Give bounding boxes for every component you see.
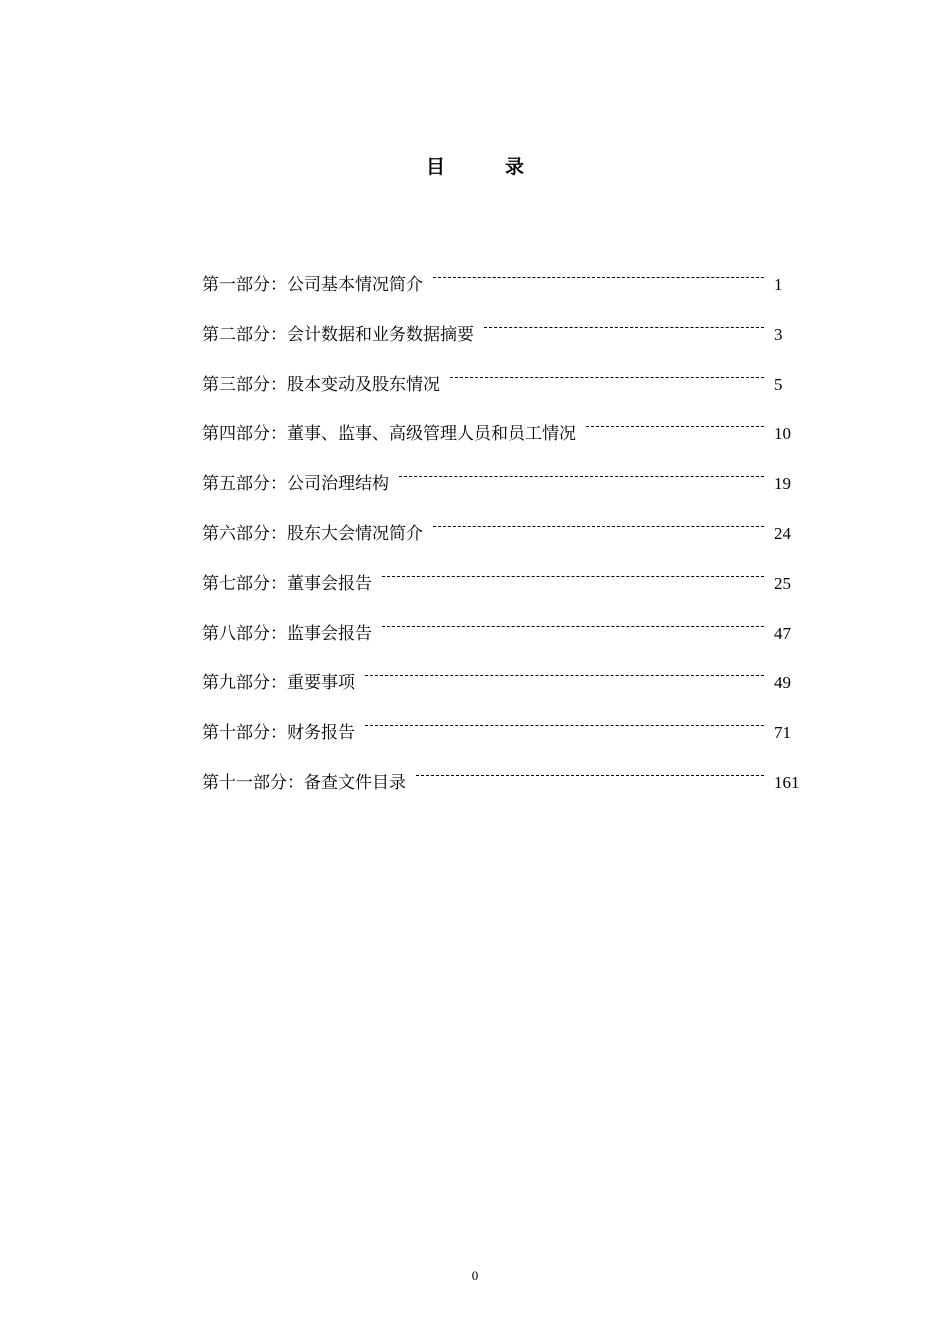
toc-entry-page: 47 [774,623,791,643]
toc-entry-label: 第五部分：公司治理结构 [202,474,389,495]
toc-entry-label: 第三部分：股本变动及股东情况 [202,374,440,395]
dot-leader [365,710,764,738]
toc-title-part2: 录 [505,156,525,178]
toc-entry-part-5[interactable] [202,461,812,511]
toc-entry-row [202,312,812,349]
toc-entry-part-8[interactable] [202,611,812,661]
toc-entry-label: 第一部分：公司基本情况简介 [202,275,423,295]
dot-leader [484,312,764,340]
toc-entry-row [202,262,812,299]
toc-entry-part-10[interactable] [202,710,812,760]
dot-leader [433,511,764,539]
toc-entry-label: 第六部分：股东大会情况简介 [202,523,423,544]
toc-entry-row [202,611,812,648]
toc-entry-part-9[interactable] [202,660,812,710]
toc-entry-page: 25 [774,573,791,593]
toc-entry-page: 49 [774,673,791,693]
dot-leader [382,611,764,639]
toc-title [0,152,950,179]
toc-entry-page: 1 [774,275,783,294]
toc-title-part1: 目 [425,156,445,178]
toc-entry-label: 第七部分：董事会报告 [202,573,372,594]
toc-entry-label: 第四部分：董事、监事、高级管理人员和员工情况 [202,424,576,445]
toc-entry-part-11[interactable] [202,760,812,810]
toc-entry-part-7[interactable] [202,561,812,611]
toc-entry-page: 3 [774,324,783,344]
page-number: 0 [471,1268,479,1283]
toc-entry-page: 19 [774,474,791,494]
toc-entry-page: 161 [774,772,800,792]
toc-entry-row [202,511,812,548]
toc-entry-label: 第十部分：财务报告 [202,723,355,744]
toc-entry-part-6[interactable] [202,511,812,561]
dot-leader [382,561,764,589]
toc-entry-page: 5 [774,374,783,394]
toc-entry-label: 第八部分：监事会报告 [202,623,372,644]
dot-leader [399,461,764,489]
toc-entry-page: 71 [774,723,791,743]
toc-entry-row [202,561,812,598]
toc-entry-row [202,461,812,498]
toc-entry-row [202,760,812,797]
toc-entry-label: 第二部分：会计数据和业务数据摘要 [202,324,474,345]
toc-entry-row [202,362,812,399]
dot-leader [416,760,764,788]
toc-entry-label: 第九部分：重要事项 [202,673,355,694]
toc-entry-row [202,710,812,747]
dot-leader [586,411,764,439]
toc-entry-part-1[interactable] [202,262,812,312]
toc-entry-page: 10 [774,424,791,444]
toc-entry-part-2[interactable] [202,312,812,362]
toc-entry-label: 第十一部分：备查文件目录 [202,772,406,793]
toc-entry-part-4[interactable] [202,411,812,461]
dot-leader [433,262,764,290]
dot-leader [450,362,764,390]
toc-entry-row [202,660,812,697]
toc-entry-row [202,411,812,448]
dot-leader [365,660,764,688]
toc-entry-page: 24 [774,523,791,543]
table-of-contents [202,262,812,810]
toc-entry-part-3[interactable] [202,362,812,412]
